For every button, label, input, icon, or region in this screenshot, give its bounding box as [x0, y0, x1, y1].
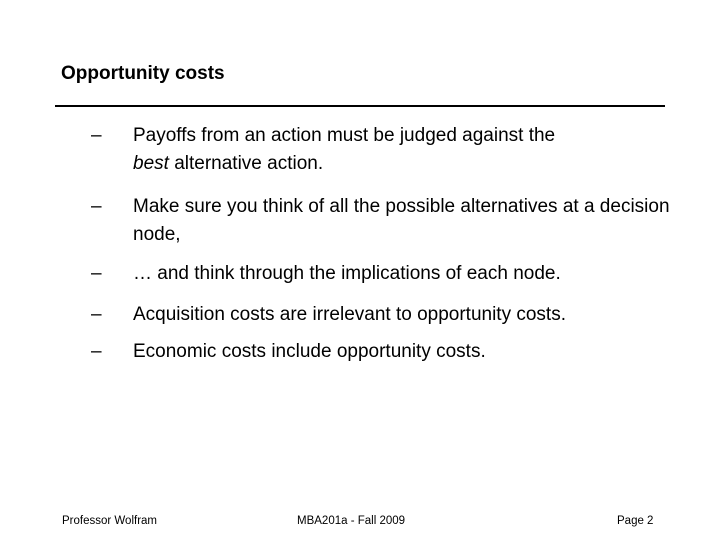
bullet-text: Economic costs include opportunity costs. — [133, 341, 486, 362]
bullet-dash: – — [91, 196, 102, 217]
bullet-text: … and think through the implications of each node. — [133, 263, 561, 284]
bullet-text: Acquisition costs are irrelevant to opportunity costs. — [133, 304, 566, 325]
bullet-dash: – — [91, 263, 102, 284]
footer-author: Professor Wolfram — [62, 515, 158, 527]
bullet-dash: – — [91, 125, 102, 146]
footer-course: MBA201a - Fall 2009 — [297, 515, 406, 527]
slide-title: Opportunity costs — [61, 63, 225, 84]
bullet-text — [133, 122, 673, 178]
bullet-dash: – — [91, 304, 102, 325]
footer-page-number: Page 2 — [617, 515, 654, 527]
bullet-emphasis: best — [133, 153, 169, 174]
bullet-text-part: alternative action. — [168, 153, 324, 174]
title-divider — [55, 105, 665, 107]
bullet-dash: – — [91, 341, 102, 362]
bullet-text: Make sure you think of all the possible alternatives at a decision node, — [133, 196, 670, 245]
bullet-text-part: Payoffs from an action must be judged against the — [133, 125, 556, 146]
